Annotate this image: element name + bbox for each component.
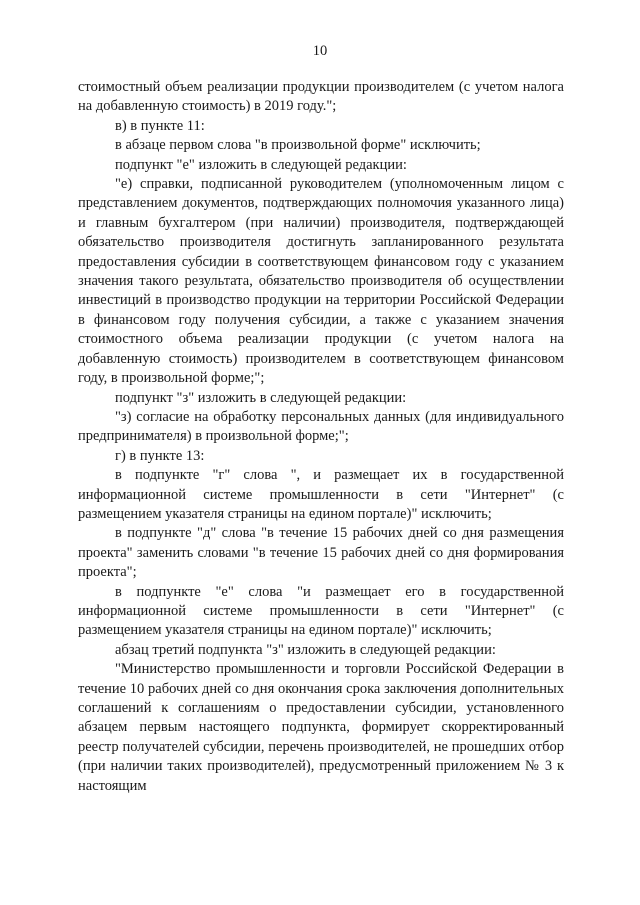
paragraph: в абзаце первом слова "в произвольной форме" исключить;	[115, 137, 481, 154]
paragraph: "з) согласие на обработку персональных данных (для индивидуального предпринимателя) в произвольной форме;";	[78, 408, 564, 445]
paragraph: в подпункте "е" слова "и размещает его в государственной информационной системе промышленности в сети "Интернет" (с размещением указателя страницы на едином портале)" исключить;	[78, 583, 564, 639]
paragraph: в подпункте "д" слова "в течение 15 рабочих дней со дня размещения проекта" заменить словами "в течение 15 рабочих дней со дня формирования проекта";	[78, 525, 564, 581]
paragraph: подпункт "з" изложить в следующей редакции:	[115, 389, 407, 406]
paragraph: в подпункте "г" слова ", и размещает их в государственной информационной системе промышленности в сети "Интернет" (с размещением указателя страницы на едином портале)" исключить;	[78, 467, 564, 522]
paragraph: в) в пункте 11:	[115, 117, 205, 134]
paragraph: "Министерство промышленности и торговли Российской Федерации в течение 10 рабочих дней со дня окончания срока заключения дополнительных соглашений к соглашениям о предоставлении субсидии, установленного абзацем первым настоящего подпункта, формирует скорректированный реестр получателей субсидии, перечень производителей, не прошедших отбор (при наличии таких производителей), предусмотренный приложением № 3 к настоящим	[78, 661, 564, 794]
page-number: 10	[312, 43, 328, 59]
paragraph: подпункт "е" изложить в следующей редакции:	[115, 156, 407, 173]
paragraph: стоимостный объем реализации продукции производителем (с учетом налога на добавленную стоимость) в 2019 году.";	[78, 79, 564, 115]
paragraph: абзац третий подпункта "з" изложить в следующей редакции:	[115, 641, 496, 658]
paragraph: г) в пункте 13:	[115, 447, 205, 464]
paragraph: "е) справки, подписанной руководителем (уполномоченным лицом с представлением документов, подтверждающих полномочия указанного лица) и главным бухгалтером (при наличии) производителя, подтверждающей обязательство производителя достигнуть запланированного результата предоставления субсидии в соответствующем финансовом году с указанием значения такого результата, обязательство производителя об осуществлении инвестиций в производство продукции на территории Российской Федерации в финансовом году получения субсидии, а также с указанием значения стоимостного объема реализации продукции (с учетом налога на добавленную стоимость) производителем в соответствующем финансовом году, в произвольной форме;";	[78, 176, 564, 387]
document-body	[78, 78, 564, 796]
